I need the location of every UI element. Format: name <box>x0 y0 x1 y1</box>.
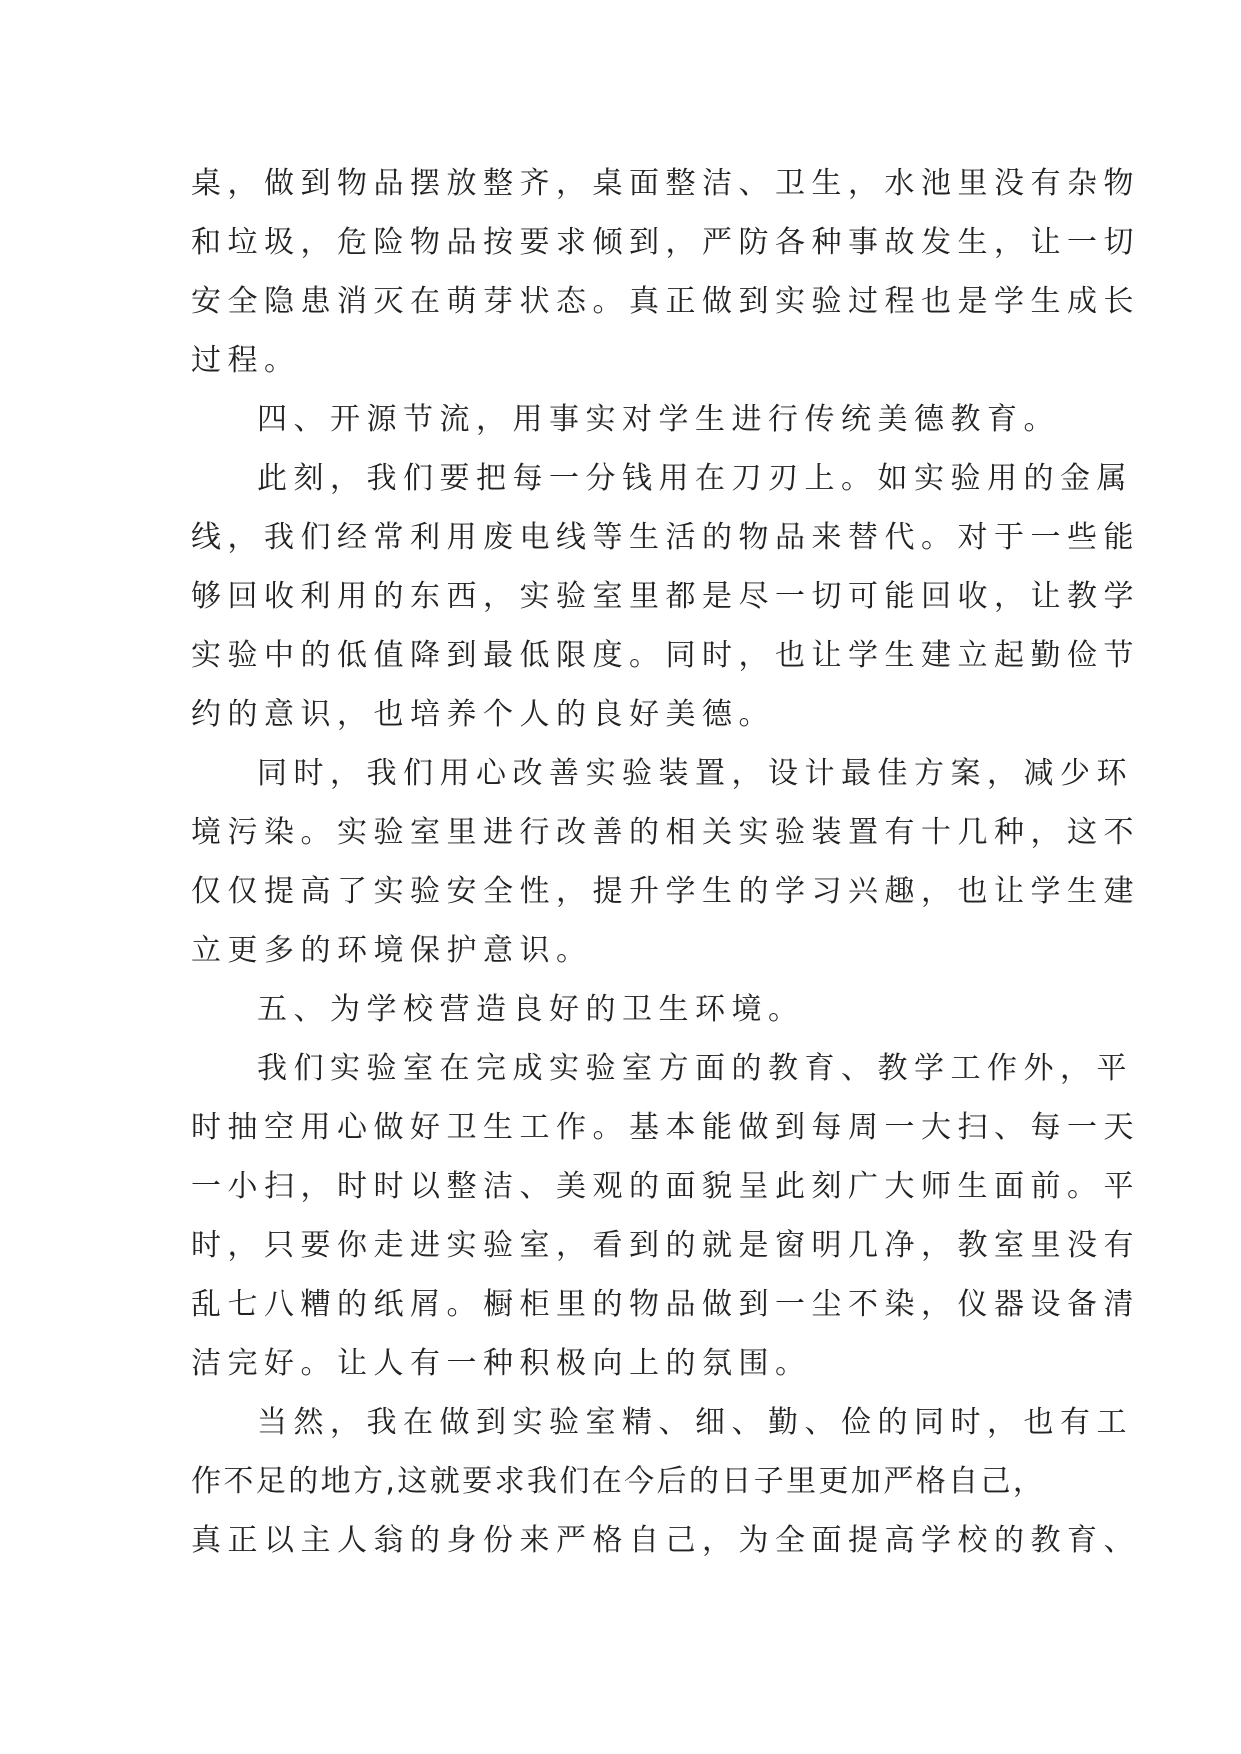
text-line: 时，只要你走进实验室，看到的就是窗明几净，教室里没有 <box>191 1228 1140 1263</box>
text-line: 境污染。实验室里进行改善的相关实验装置有十几种，这不 <box>191 815 1140 850</box>
text-line: 时抽空用心做好卫生工作。基本能做到每周一大扫、每一天 <box>191 1110 1140 1145</box>
text-line: 乱七八糟的纸屑。橱柜里的物品做到一尘不染，仪器设备清 <box>191 1287 1140 1322</box>
text-line: 立更多的环境保护意识。 <box>191 933 593 968</box>
text-line: 实验中的低值降到最低限度。同时，也让学生建立起勤俭节 <box>191 638 1140 673</box>
text-line: 我们实验室在完成实验室方面的教育、教学工作外，平 <box>257 1051 1133 1086</box>
text-line: 线，我们经常利用废电线等生活的物品来替代。对于一些能 <box>191 520 1140 555</box>
text-line: 桌，做到物品摆放整齐，桌面整洁、卫生，水池里没有杂物 <box>191 166 1140 201</box>
text-line: 过程。 <box>191 343 301 378</box>
text-line: 作不足的地方,这就要求我们在今后的日子里更加严格自己， <box>191 1464 1046 1499</box>
text-line: 此刻，我们要把每一分钱用在刀刃上。如实验用的金属 <box>257 461 1133 496</box>
text-line: 安全隐患消灭在萌芽状态。真正做到实验过程也是学生成长 <box>191 284 1140 319</box>
text-line: 够回收利用的东西，实验室里都是尽一切可能回收，让教学 <box>191 579 1140 614</box>
text-line: 洁完好。让人有一种积极向上的氛围。 <box>191 1346 812 1381</box>
section-heading: 四、开源节流，用事实对学生进行传统美德教育。 <box>257 402 1060 437</box>
text-line: 和垃圾，危险物品按要求倾到，严防各种事故发生，让一切 <box>191 225 1140 260</box>
text-line: 当然，我在做到实验室精、细、勤、俭的同时，也有工 <box>257 1405 1133 1440</box>
text-line: 约的意识，也培养个人的良好美德。 <box>191 697 775 732</box>
body-text <box>191 154 1140 1570</box>
text-line: 同时，我们用心改善实验装置，设计最佳方案，减少环 <box>257 756 1133 791</box>
text-line: 真正以主人翁的身份来严格自己，为全面提高学校的教育、 <box>191 1523 1140 1558</box>
text-line: 仅仅提高了实验安全性，提升学生的学习兴趣，也让学生建 <box>191 874 1140 909</box>
text-line: 一小扫，时时以整洁、美观的面貌呈此刻广大师生面前。平 <box>191 1169 1140 1204</box>
section-heading: 五、为学校营造良好的卫生环境。 <box>257 992 805 1027</box>
